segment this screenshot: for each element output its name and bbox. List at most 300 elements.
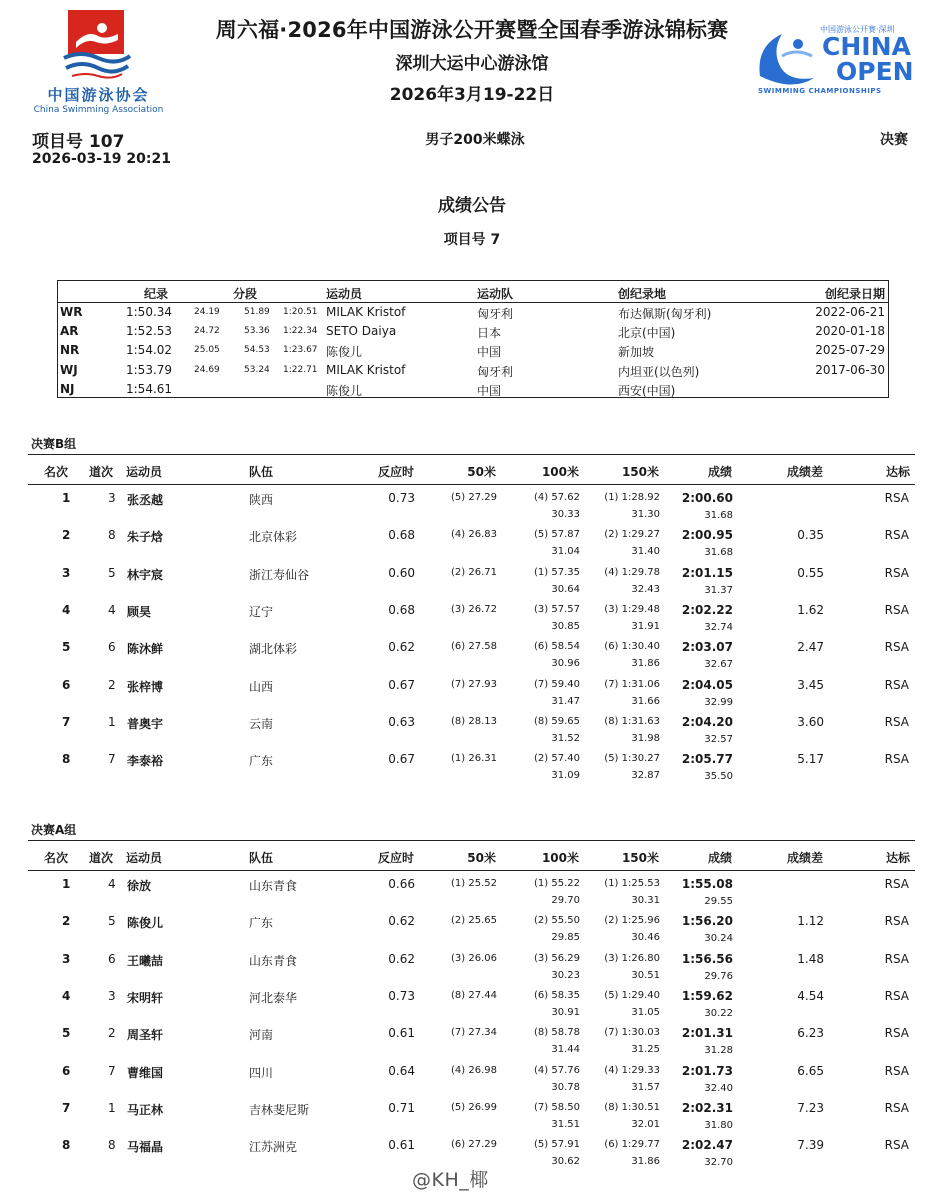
split-100m: (7) 58.50 (534, 1101, 580, 1113)
record-team: 匈牙利 (477, 364, 514, 379)
team-name: 四川 (249, 1065, 274, 1080)
qualification: RSA (884, 640, 909, 655)
lap-100m: 29.85 (551, 932, 580, 944)
lane: 7 (108, 1063, 116, 1078)
col-athlete: 运动员 (126, 465, 163, 479)
qualification: RSA (884, 602, 909, 617)
logo-open: OPEN (836, 57, 914, 86)
lane: 6 (108, 951, 116, 966)
lap-200m: 32.99 (704, 696, 733, 708)
results-subtitle: 项目号 7 (443, 232, 501, 248)
split-150m: (6) 1:29.77 (604, 1139, 660, 1151)
final-time: 1:55.08 (681, 877, 733, 891)
record-date: 2017-06-30 (815, 362, 885, 377)
record-place: 新加坡 (618, 345, 655, 360)
rank: 4 (62, 602, 71, 617)
qualification: RSA (884, 1100, 909, 1115)
lane: 3 (108, 988, 116, 1003)
col-qual: 达标 (885, 465, 910, 479)
split-100m: (2) 55.50 (534, 915, 580, 927)
split-100m: (4) 57.62 (534, 492, 580, 503)
final-time: 2:05.77 (681, 752, 733, 767)
group-b-label: 决赛B组 (31, 437, 77, 451)
record-team: 匈牙利 (477, 307, 514, 321)
lane: 4 (108, 602, 116, 617)
result-row (0, 601, 944, 638)
record-code: NJ (60, 381, 75, 396)
team-name: 山东青食 (249, 953, 298, 968)
records-header-place: 创纪录地 (618, 287, 667, 301)
athlete-name: 马正林 (127, 1102, 164, 1117)
team-name: 湖北体彩 (249, 642, 298, 657)
athlete-name: 顾昊 (127, 604, 152, 619)
athlete-name: 曹维国 (127, 1065, 164, 1080)
split-150m: (8) 1:31.63 (604, 715, 660, 727)
reaction-time: 0.73 (388, 988, 415, 1003)
split-150m: (2) 1:29.27 (604, 529, 660, 541)
rank: 2 (62, 528, 71, 543)
qualification: RSA (884, 752, 909, 767)
final-time: 1:59.62 (681, 988, 733, 1003)
logo-en-text: China Swimming Association (33, 105, 164, 115)
split-150m: (8) 1:30.51 (604, 1101, 660, 1113)
col-diff: 成绩差 (786, 851, 823, 865)
athlete-name: 周圣轩 (127, 1028, 164, 1043)
record-time: 1:53.79 (126, 362, 173, 377)
reaction-time: 0.60 (388, 565, 415, 580)
final-time: 2:04.05 (681, 677, 733, 692)
col-50m: 50米 (467, 465, 496, 479)
athlete-name: 陈俊儿 (127, 916, 164, 931)
record-team: 日本 (477, 326, 502, 341)
split-150m: (4) 1:29.33 (604, 1064, 660, 1076)
lap-200m: 31.37 (704, 584, 733, 596)
col-reaction: 反应时 (377, 851, 414, 865)
reaction-time: 0.68 (388, 602, 415, 617)
record-team: 中国 (477, 345, 502, 360)
time-diff: 3.60 (797, 714, 824, 729)
lap-100m: 31.44 (551, 1044, 580, 1056)
time-diff: 1.48 (797, 951, 824, 966)
split-150m: (3) 1:29.48 (604, 603, 660, 615)
record-split-100: 51.89 (244, 307, 270, 317)
qualification: RSA (884, 1063, 909, 1078)
reaction-time: 0.61 (388, 1026, 415, 1041)
split-50m: (2) 25.65 (451, 915, 497, 927)
lap-200m: 29.55 (704, 896, 733, 907)
result-row (0, 987, 944, 1024)
qualification: RSA (884, 914, 909, 929)
result-row (0, 912, 944, 949)
lap-100m: 30.96 (551, 658, 580, 670)
venue: 深圳大运中心游泳馆 (395, 54, 549, 74)
team-name: 江苏洲克 (249, 1140, 298, 1155)
lap-200m: 31.28 (704, 1045, 733, 1057)
record-code: AR (60, 324, 79, 339)
team-name: 陕西 (249, 493, 274, 507)
col-time: 成绩 (707, 851, 732, 865)
time-diff: 6.23 (797, 1026, 824, 1041)
lap-200m: 31.68 (704, 510, 733, 521)
split-100m: (5) 57.87 (534, 529, 580, 541)
rank: 5 (62, 640, 71, 655)
logo-china: CHINA (822, 32, 911, 61)
col-team: 队伍 (249, 465, 274, 479)
col-time: 成绩 (707, 465, 732, 479)
rank: 8 (62, 752, 71, 767)
event-datetime: 2026-03-19 20:21 (32, 151, 171, 167)
split-50m: (5) 27.29 (451, 492, 497, 503)
qualification: RSA (884, 951, 909, 966)
split-150m: (5) 1:29.40 (604, 989, 660, 1001)
final-time: 2:02.31 (681, 1100, 733, 1115)
rank: 3 (62, 565, 71, 580)
result-row (0, 1024, 944, 1061)
record-time: 1:54.61 (126, 381, 173, 396)
rank: 1 (62, 877, 71, 891)
lap-150m: 30.31 (631, 895, 660, 906)
col-athlete: 运动员 (126, 851, 163, 865)
lane: 4 (108, 877, 116, 891)
rank: 8 (62, 1138, 71, 1153)
record-split-100: 53.36 (244, 326, 270, 337)
split-50m: (8) 28.13 (451, 715, 497, 727)
record-split-50: 24.19 (194, 307, 220, 317)
lap-150m: 30.51 (631, 969, 660, 981)
qualification: RSA (884, 1138, 909, 1153)
logo-cn-text: 中国游泳协会 (47, 86, 150, 104)
records-header-athlete: 运动员 (326, 287, 363, 301)
rank: 3 (62, 951, 71, 966)
team-name: 河北泰华 (249, 990, 298, 1005)
col-lane: 道次 (89, 851, 114, 865)
rank: 2 (62, 914, 71, 929)
final-time: 2:00.95 (681, 528, 733, 543)
split-50m: (7) 27.34 (451, 1027, 497, 1039)
qualification: RSA (884, 877, 909, 891)
lane: 8 (108, 1138, 116, 1153)
lap-150m: 31.57 (631, 1081, 660, 1093)
athlete-name: 普奥宇 (127, 716, 164, 731)
lap-200m: 35.50 (704, 771, 733, 783)
reaction-time: 0.62 (388, 914, 415, 929)
final-time: 2:00.60 (681, 491, 733, 505)
col-150m: 150米 (621, 851, 659, 865)
final-time: 2:04.20 (681, 714, 733, 729)
time-diff: 1.62 (797, 602, 824, 617)
result-row (0, 1099, 944, 1136)
split-150m: (3) 1:26.80 (604, 952, 660, 964)
lap-200m: 31.80 (704, 1119, 733, 1131)
split-150m: (1) 1:25.53 (604, 878, 660, 889)
time-diff: 5.17 (797, 752, 824, 767)
group-a-header (28, 840, 915, 871)
split-50m: (1) 25.52 (451, 878, 497, 889)
logo-top-text: 中国游泳公开赛·深圳 (820, 25, 895, 34)
record-place: 西安(中国) (618, 383, 676, 398)
record-split-150: 1:22.71 (283, 364, 318, 375)
split-50m: (6) 27.29 (451, 1139, 497, 1151)
athlete-name: 马福晶 (127, 1140, 164, 1155)
rank: 1 (62, 491, 71, 505)
split-150m: (7) 1:30.03 (604, 1027, 660, 1039)
meet-dates: 2026年3月19-22日 (389, 85, 555, 105)
lap-100m: 29.70 (551, 895, 580, 906)
split-100m: (5) 57.91 (534, 1139, 580, 1151)
split-50m: (3) 26.06 (451, 952, 497, 964)
athlete-name: 陈沐鲜 (127, 642, 164, 657)
record-place: 布达佩斯(匈牙利) (618, 307, 712, 321)
split-150m: (4) 1:29.78 (604, 566, 660, 578)
record-split-150: 1:20.51 (283, 307, 318, 317)
athlete-name: 朱子焓 (127, 530, 164, 545)
lap-100m: 30.62 (551, 1156, 580, 1168)
split-100m: (1) 57.35 (534, 566, 580, 578)
team-name: 广东 (249, 916, 274, 931)
lap-100m: 30.85 (551, 620, 580, 632)
time-diff: 1.12 (797, 914, 824, 929)
lap-100m: 31.52 (551, 732, 580, 744)
time-diff: 7.39 (797, 1138, 824, 1153)
lap-100m: 31.04 (551, 546, 580, 558)
wave-icon (759, 34, 814, 85)
qualification: RSA (884, 677, 909, 692)
split-100m: (2) 57.40 (534, 753, 580, 765)
lap-150m: 32.01 (631, 1118, 660, 1130)
lap-150m: 31.05 (631, 1006, 660, 1018)
team-name: 北京体彩 (249, 530, 298, 545)
split-100m: (3) 56.29 (534, 952, 580, 964)
col-rank: 名次 (44, 851, 69, 865)
lane: 7 (108, 752, 116, 767)
time-diff: 0.55 (797, 565, 824, 580)
record-time: 1:52.53 (126, 324, 173, 339)
lap-100m: 31.47 (551, 695, 580, 707)
group-b-header (28, 454, 915, 485)
record-time: 1:50.34 (126, 305, 173, 319)
lane: 2 (108, 677, 116, 692)
col-lane: 道次 (89, 465, 114, 479)
record-split-100: 54.53 (244, 345, 270, 356)
split-100m: (4) 57.76 (534, 1064, 580, 1076)
final-time: 2:02.47 (681, 1138, 733, 1153)
records-table (57, 280, 889, 398)
final-time: 2:01.31 (681, 1026, 733, 1041)
lane: 2 (108, 1026, 116, 1041)
time-diff: 0.35 (797, 528, 824, 543)
lap-150m: 31.66 (631, 695, 660, 707)
record-place: 北京(中国) (618, 326, 676, 341)
record-place: 内坦亚(以色列) (618, 364, 700, 379)
record-code: WR (60, 305, 83, 319)
col-150m: 150米 (621, 465, 659, 479)
col-rank: 名次 (44, 465, 69, 479)
result-row (0, 750, 944, 787)
group-a-rows (0, 875, 944, 1175)
lap-150m: 32.43 (631, 583, 660, 595)
split-150m: (1) 1:28.92 (604, 492, 660, 503)
result-row (0, 526, 944, 563)
reaction-time: 0.71 (388, 1100, 415, 1115)
split-100m: (6) 58.35 (534, 989, 580, 1001)
col-50m: 50米 (467, 851, 496, 865)
meet-title: 周六福·2026年中国游泳公开赛暨全国春季游泳锦标赛 (215, 18, 729, 42)
record-athlete: MILAK Kristof (326, 362, 406, 377)
csa-logo (26, 8, 171, 118)
split-50m: (4) 26.98 (451, 1064, 497, 1076)
lap-150m: 32.87 (631, 770, 660, 782)
reaction-time: 0.73 (388, 491, 415, 505)
lap-150m: 31.91 (631, 620, 660, 632)
split-100m: (6) 58.54 (534, 641, 580, 653)
col-qual: 达标 (885, 851, 910, 865)
qualification: RSA (884, 714, 909, 729)
qualification: RSA (884, 528, 909, 543)
china-open-logo (752, 22, 924, 100)
lap-100m: 30.33 (551, 509, 580, 520)
split-50m: (8) 27.44 (451, 989, 497, 1001)
reaction-time: 0.62 (388, 640, 415, 655)
rank: 5 (62, 1026, 71, 1041)
rank: 4 (62, 988, 71, 1003)
lap-200m: 32.57 (704, 733, 733, 745)
split-100m: (8) 58.78 (534, 1027, 580, 1039)
lap-100m: 30.91 (551, 1006, 580, 1018)
lap-100m: 30.64 (551, 583, 580, 595)
result-row (0, 489, 944, 526)
split-50m: (3) 26.72 (451, 603, 497, 615)
reaction-time: 0.67 (388, 677, 415, 692)
lap-200m: 30.22 (704, 1007, 733, 1019)
records-header-splits: 分段 (233, 287, 258, 301)
record-athlete: 陈俊儿 (326, 345, 363, 360)
reaction-time: 0.63 (388, 714, 415, 729)
time-diff: 3.45 (797, 677, 824, 692)
record-date: 2025-07-29 (815, 343, 885, 358)
lap-150m: 30.46 (631, 932, 660, 944)
team-name: 河南 (249, 1028, 274, 1043)
lap-150m: 31.98 (631, 732, 660, 744)
final-time: 2:01.15 (681, 565, 733, 580)
athlete-name: 林宇宸 (127, 567, 164, 582)
reaction-time: 0.68 (388, 528, 415, 543)
athlete-name: 宋明轩 (127, 990, 164, 1005)
split-100m: (8) 59.65 (534, 715, 580, 727)
split-50m: (4) 26.83 (451, 529, 497, 541)
rank: 6 (62, 677, 71, 692)
final-time: 2:02.22 (681, 602, 733, 617)
rank: 7 (62, 714, 71, 729)
team-name: 吉林斐尼斯 (249, 1102, 310, 1117)
lap-200m: 31.68 (704, 547, 733, 559)
result-row (0, 676, 944, 713)
reaction-time: 0.67 (388, 752, 415, 767)
logo-bottom-text: SWIMMING CHAMPIONSHIPS (758, 87, 882, 95)
lap-150m: 31.30 (631, 509, 660, 520)
final-time: 2:03.07 (681, 640, 733, 655)
lap-100m: 30.78 (551, 1081, 580, 1093)
lap-200m: 30.24 (704, 933, 733, 945)
record-split-50: 24.69 (194, 364, 220, 375)
col-100m: 100米 (541, 851, 579, 865)
record-split-50: 24.72 (194, 326, 220, 337)
time-diff: 4.54 (797, 988, 824, 1003)
lap-200m: 32.40 (704, 1082, 733, 1094)
lap-200m: 32.74 (704, 621, 733, 633)
result-row (0, 950, 944, 987)
lap-200m: 32.70 (704, 1157, 733, 1169)
team-name: 山东青食 (249, 879, 298, 893)
split-50m: (6) 27.58 (451, 641, 497, 653)
time-diff: 2.47 (797, 640, 824, 655)
lap-100m: 31.09 (551, 770, 580, 782)
event-number: 项目号 107 (32, 132, 125, 152)
lane: 1 (108, 714, 116, 729)
athlete-name: 张丞越 (127, 493, 164, 507)
lap-200m: 29.76 (704, 970, 733, 982)
split-100m: (7) 59.40 (534, 678, 580, 690)
record-split-100: 53.24 (244, 364, 270, 375)
col-reaction: 反应时 (377, 465, 414, 479)
split-50m: (5) 26.99 (451, 1101, 497, 1113)
lap-150m: 31.86 (631, 658, 660, 670)
lane: 6 (108, 640, 116, 655)
qualification: RSA (884, 1026, 909, 1041)
results-title: 成绩公告 (438, 196, 506, 216)
rank: 7 (62, 1100, 71, 1115)
result-row (0, 638, 944, 675)
lap-100m: 31.51 (551, 1118, 580, 1130)
record-team: 中国 (477, 383, 502, 398)
split-150m: (5) 1:30.27 (604, 753, 660, 765)
record-time: 1:54.02 (126, 343, 173, 358)
lap-150m: 31.25 (631, 1044, 660, 1056)
rank: 6 (62, 1063, 71, 1078)
record-split-150: 1:22.34 (283, 326, 318, 337)
reaction-time: 0.64 (388, 1063, 415, 1078)
split-150m: (6) 1:30.40 (604, 641, 660, 653)
athlete-name: 徐放 (127, 879, 152, 893)
lane: 1 (108, 1100, 116, 1115)
records-header-team: 运动队 (477, 287, 514, 301)
final-time: 1:56.20 (681, 914, 733, 929)
lane: 8 (108, 528, 116, 543)
group-a-label: 决赛A组 (31, 823, 77, 837)
split-150m: (2) 1:25.96 (604, 915, 660, 927)
record-code: NR (60, 343, 80, 358)
result-row (0, 713, 944, 750)
team-name: 山西 (249, 679, 274, 694)
qualification: RSA (884, 988, 909, 1003)
lane: 5 (108, 565, 116, 580)
result-row (0, 1062, 944, 1099)
weibo-watermark: @KH_椰 (412, 1169, 489, 1191)
records-header-date: 创纪录日期 (824, 287, 885, 301)
record-athlete: 陈俊儿 (326, 383, 363, 398)
event-name: 男子200米蝶泳 (425, 132, 525, 148)
final-time: 2:01.73 (681, 1063, 733, 1078)
records-header (58, 281, 888, 303)
team-name: 辽宁 (249, 604, 274, 619)
split-150m: (7) 1:31.06 (604, 678, 660, 690)
result-row (0, 564, 944, 601)
lap-100m: 30.23 (551, 969, 580, 981)
col-100m: 100米 (541, 465, 579, 479)
lap-200m: 32.67 (704, 659, 733, 671)
athlete-name: 张梓博 (127, 679, 164, 694)
qualification: RSA (884, 565, 909, 580)
lap-150m: 31.40 (631, 546, 660, 558)
